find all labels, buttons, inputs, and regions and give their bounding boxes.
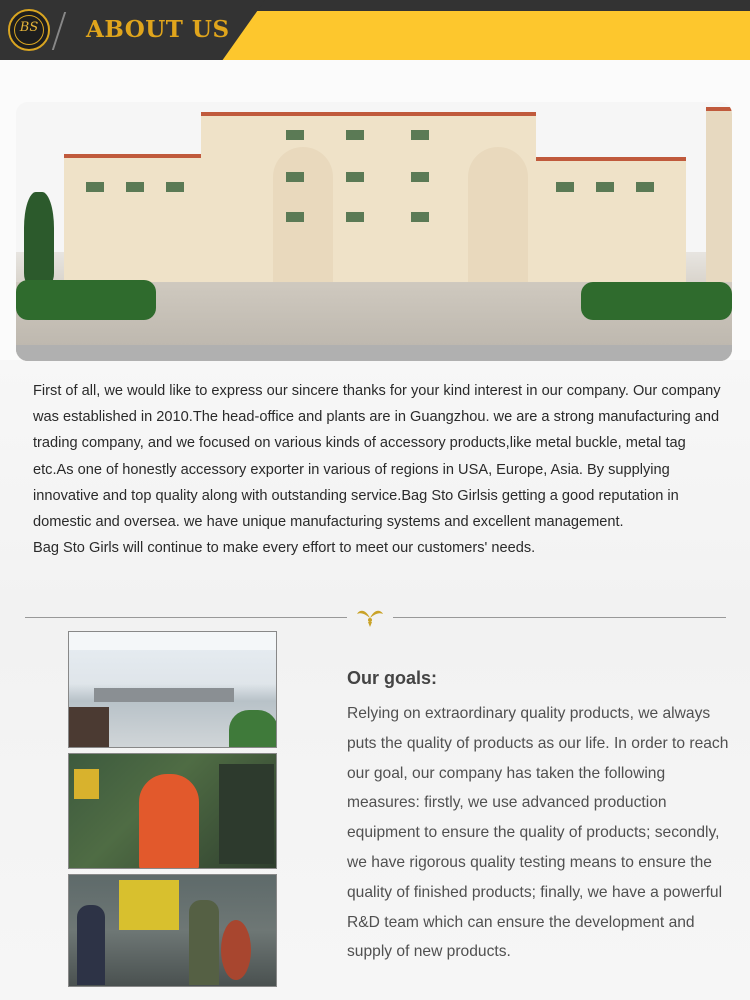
company-intro [33,378,723,561]
window [411,212,429,222]
window [346,130,364,140]
window [346,212,364,222]
window [126,182,144,192]
building-arch-right [468,147,528,282]
office-plant [229,710,277,748]
intro-paragraph-1: First of all, we would like to express our sincere thanks for your kind interest in our company. Our company was established in 2010.The head-office and plants are in Guangzhou. we are a strong manufacturing and trading company, and we focused on various kinds of accessory products,like metal buckle, metal tag etc.As one of honestly accessory exporter in various of regions in USA, Europe, Asia. By supplying innovative and top quality along with outstanding service.Bag Sto Girlsis getting a good reputation in domestic and oversea. we have unique manufacturing systems and excellent management. [33,383,721,531]
gold-flourish-ornament-icon [355,604,385,628]
window [636,182,654,192]
header-yellow-band [222,11,750,60]
yellow-machine [119,880,179,930]
intro-paragraph-2: Bag Sto Girls will continue to make every effort to meet our customers' needs. [33,540,536,557]
office-sofa [69,707,109,748]
window [346,172,364,182]
photo-bottom-edge [16,345,732,361]
divider-line-right [393,617,726,618]
factory-building-photo [16,102,732,361]
window [86,182,104,192]
logo-monogram: BS [19,20,39,35]
window [286,172,304,182]
office-photo [68,631,277,748]
office-desks [94,688,234,702]
warning-sign [74,769,99,799]
worker-figure [139,774,199,869]
workshop-photo [68,874,277,987]
building-left-wing [64,154,204,282]
office-ceiling [69,632,276,650]
header-banner [0,0,750,60]
worker-left [77,905,105,985]
window [286,212,304,222]
red-bin [221,920,251,980]
window [411,172,429,182]
goals-body: Relying on extraordinary quality products, we always puts the quality of products as our life. In order to reach our goal, our company has taken the following measures: firstly, we use advanced production equipment to ensure the quality of products; secondly, we have rigorous quality testing means to ensure the quality of finished products; finally, we have a powerful R&D team which can ensure the development and supply of new products. [347,705,729,961]
worker-machine-photo [68,753,277,869]
window [411,130,429,140]
hedge-left [16,280,156,320]
window [556,182,574,192]
page-title: ABOUT US [86,16,230,43]
window [286,130,304,140]
machine [219,764,274,864]
worker-center [189,900,219,985]
tree-left [24,192,54,282]
goals-title: Our goals: [347,668,438,688]
window [596,182,614,192]
building-far-right [706,107,732,282]
hedge-right [581,282,732,320]
building-right-wing [536,157,686,282]
window [166,182,184,192]
divider-line-left [25,617,347,618]
brand-logo[interactable] [8,9,50,51]
